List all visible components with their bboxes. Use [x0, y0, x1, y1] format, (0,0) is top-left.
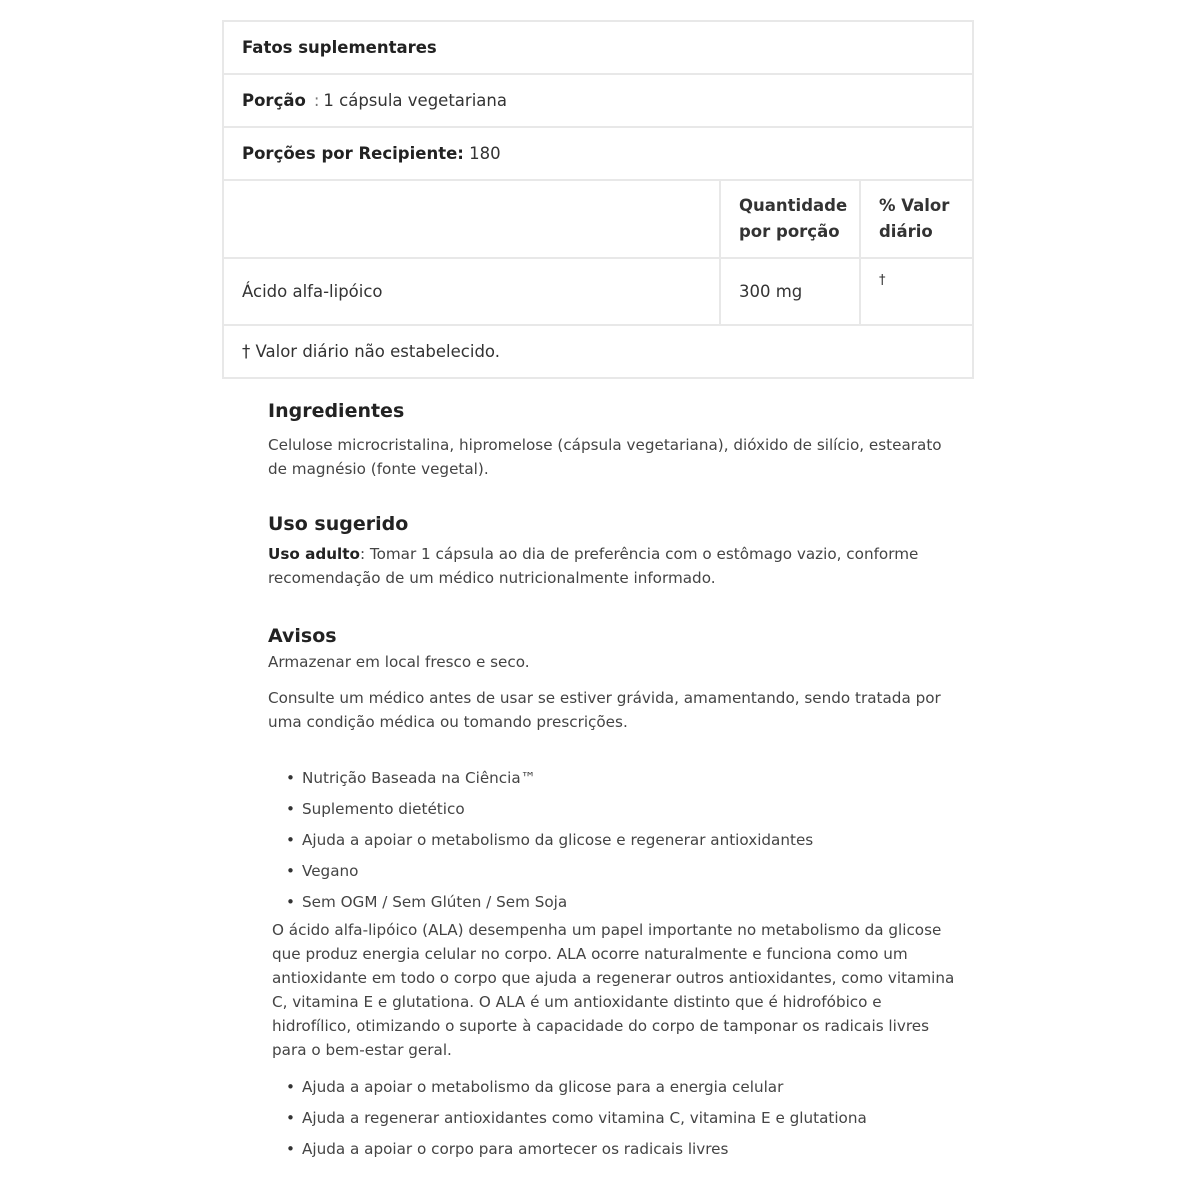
list-item: • Sem OGM / Sem Glúten / Sem Soja [286, 887, 958, 918]
serving-row [223, 74, 973, 127]
usage-section [268, 508, 958, 590]
ingredients-heading: Ingredientes [268, 400, 405, 422]
facts-title-row [223, 21, 973, 74]
list-item: • Suplemento dietético [286, 794, 958, 825]
list-item: • Ajuda a apoiar o metabolismo da glicose para a energia celular [286, 1072, 958, 1103]
ingredient-amount: 300 mg [720, 258, 860, 325]
list-item: • Nutrição Baseada na Ciência™ [286, 763, 958, 794]
serving-separator: : [313, 91, 320, 110]
facts-data-row [223, 258, 973, 325]
facts-title [223, 21, 973, 74]
supplement-facts-table [222, 20, 974, 379]
ingredients-text: Celulose microcristalina, hipromelose (cápsula vegetariana), dióxido de silício, estearato de magnésio (fonte vegetal). [268, 436, 942, 478]
warnings-section [268, 620, 958, 734]
product-description: O ácido alfa-lipóico (ALA) desempenha um papel importante no metabolismo da glicose que produz energia celular no corpo. ALA ocorre naturalmente e funciona como um antioxidante em todo o corpo que ajuda a regenerar outros antioxidantes, como vitamina C, vitamina E e glutationa. O ALA é um antioxidante distinto que é hidrofóbico e hidrofílico, otimizando o suporte à capacidade do corpo de tamponar os radicais livres para o bem-estar geral. [272, 921, 955, 1059]
servings-label: Porções por Recipiente [242, 144, 458, 163]
servings-separator: : [457, 144, 464, 163]
header-amount: Quantidade por porção [720, 180, 860, 258]
usage-heading: Uso sugerido [268, 513, 409, 535]
ingredient-name: Ácido alfa-lipóico [223, 258, 720, 325]
features-list [268, 763, 958, 918]
list-item: • Ajuda a apoiar o metabolismo da glicose e regenerar antioxidantes [286, 825, 958, 856]
ingredients-section [268, 395, 958, 481]
list-item: • Vegano [286, 856, 958, 887]
usage-text: : Tomar 1 cápsula ao dia de preferência com o estômago vazio, conforme recomendação de um médico nutricionalmente informado. [268, 545, 919, 587]
header-daily-value: % Valor diário [860, 180, 973, 258]
list-item: • Ajuda a regenerar antioxidantes como vitamina C, vitamina E e glutationa [286, 1103, 958, 1134]
list-item: • Ajuda a apoiar o corpo para amortecer os radicais livres [286, 1134, 958, 1165]
serving-label: Porção [242, 91, 306, 110]
product-details [268, 395, 958, 1165]
benefits-list [268, 1072, 958, 1165]
usage-paragraph [268, 542, 958, 590]
serving-value: 1 cápsula vegetariana [323, 91, 507, 110]
servings-value: 180 [469, 144, 501, 163]
servings-row [223, 127, 973, 180]
facts-header-row [223, 180, 973, 258]
warnings-consult: Consulte um médico antes de usar se estiver grávida, amamentando, sendo tratada por uma condição médica ou tomando prescrições. [268, 689, 941, 731]
warnings-heading: Avisos [268, 625, 337, 647]
ingredient-daily-value: † [860, 258, 973, 325]
facts-footnote: † Valor diário não estabelecido. [223, 325, 973, 378]
warnings-storage: Armazenar em local fresco e seco. [268, 653, 530, 671]
usage-label: Uso adulto [268, 545, 360, 563]
facts-footnote-row [223, 325, 973, 378]
header-empty [223, 180, 720, 258]
facts-title-text: Fatos suplementares [242, 38, 437, 57]
